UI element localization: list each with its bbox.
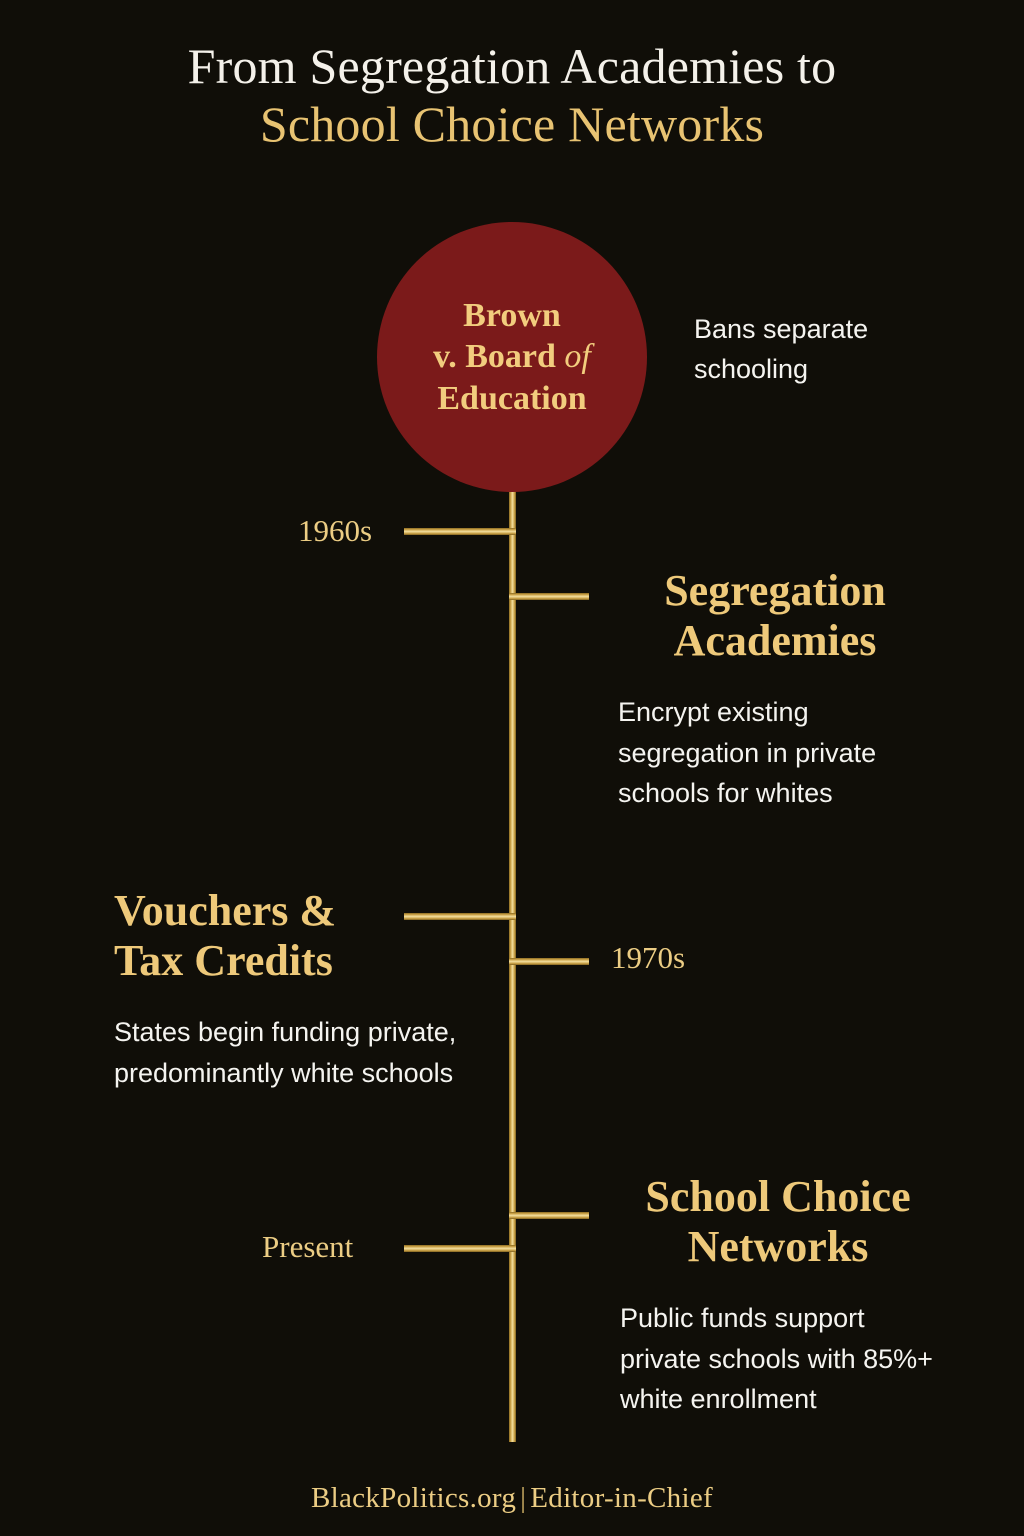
event-heading-line-2: Academies — [673, 615, 877, 665]
page-title — [0, 38, 1024, 152]
brown-line-3: Education — [437, 379, 587, 417]
connector-1970s — [509, 958, 589, 965]
timeline-spine — [509, 466, 516, 1442]
event-heading-vouchers-tax-credits — [114, 886, 444, 985]
event-heading-line-1: School Choice — [645, 1172, 911, 1221]
title-line-1: From Segregation Academies to — [187, 38, 837, 94]
footer-credit — [0, 1482, 1024, 1515]
event-heading-line-1: Vouchers & — [114, 886, 337, 935]
event-heading-school-choice-networks — [608, 1172, 948, 1271]
connector-present — [404, 1245, 516, 1252]
connector-1960s — [404, 528, 516, 535]
brown-line-1: Brown — [463, 296, 561, 334]
event-heading-line-1: Segregation — [664, 566, 886, 615]
footer-role: Editor-in-Chief — [530, 1482, 713, 1514]
footer-separator: | — [520, 1482, 527, 1514]
event-body-school-choice-networks: Public funds support private schools with 85%+ white enrollment — [620, 1303, 933, 1414]
brown-line-2-italic: of — [564, 338, 591, 376]
brown-line-2: v. Board — [433, 338, 565, 376]
event-heading-line-2: Networks — [687, 1221, 869, 1271]
event-body-segregation-academies: Encrypt existing segregation in private schools for whites — [618, 697, 877, 808]
event-heading-segregation-academies — [610, 566, 940, 665]
event-heading-line-2: Tax Credits — [114, 935, 333, 985]
brown-v-board-label — [419, 295, 605, 419]
title-line-2: School Choice Networks — [259, 96, 765, 152]
footer-site: BlackPolitics.org — [311, 1482, 517, 1514]
connector-segregation-academies — [509, 593, 589, 600]
event-body-vouchers-tax-credits: States begin funding private, predominantly white schools — [114, 1017, 457, 1088]
brown-v-board-node — [377, 222, 647, 492]
brown-v-board-callout: Bans separate schooling — [694, 314, 869, 384]
era-label-1960s: 1960s — [298, 513, 373, 548]
era-label-1970s: 1970s — [611, 940, 686, 975]
connector-school-choice-networks — [509, 1212, 589, 1219]
era-label-present: Present — [262, 1229, 354, 1264]
